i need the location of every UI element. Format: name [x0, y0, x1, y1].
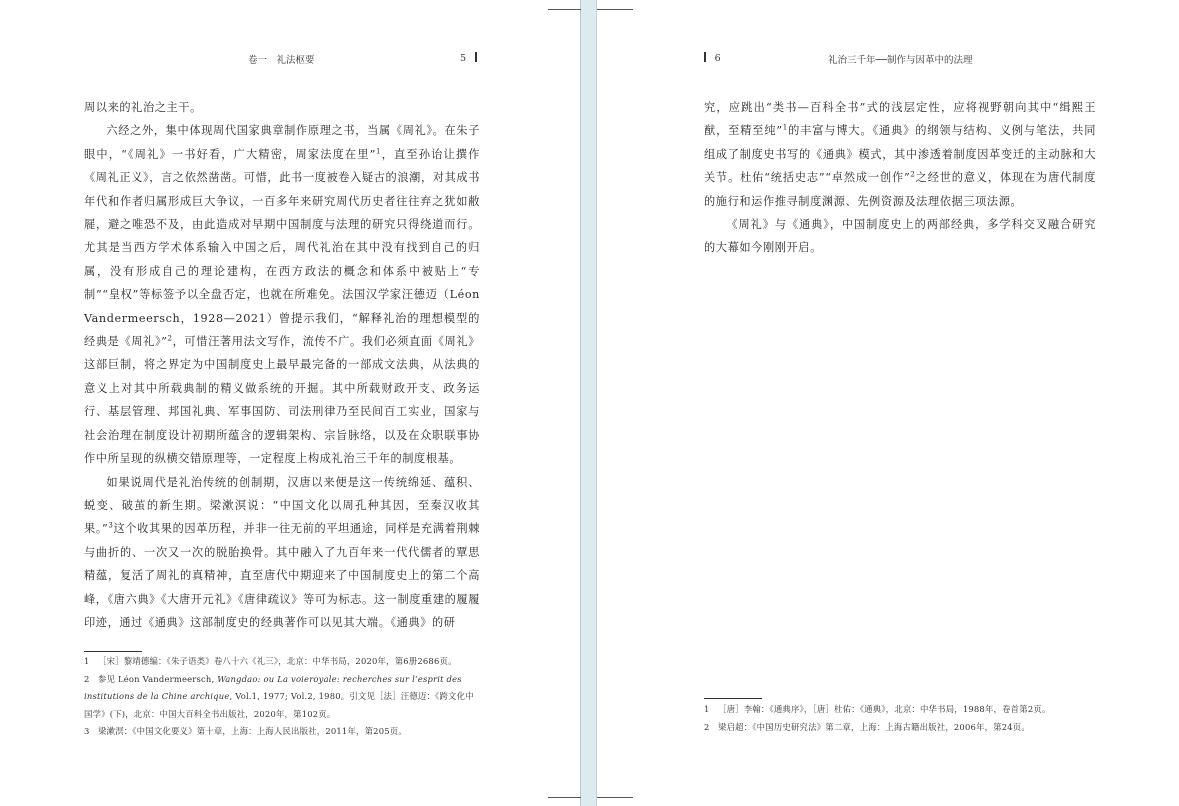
left-page-body	[84, 96, 480, 634]
crop-mark-top-right	[597, 9, 633, 10]
page-number-bar	[475, 52, 477, 62]
footnote-rule-right	[704, 698, 762, 699]
footnote-marker: 2	[910, 170, 916, 179]
footnote-number: 3	[84, 726, 90, 737]
spine-edge-right	[596, 0, 597, 806]
page-number-right	[704, 52, 721, 64]
crop-mark-bottom-left	[548, 797, 581, 798]
body-paragraph: 周以来的礼治之主干。	[84, 101, 202, 114]
book-spine-gutter	[581, 0, 596, 806]
body-paragraph: 《周礼》与《通典》，中国制度史上的两部经典，多学科交叉融合研究的大幕如今刚刚开启。	[704, 218, 1096, 255]
body-paragraph: 如果说周代是礼治传统的创制期，汉唐以来便是这一传统绵延、蕴积、蜕变、破茧的新生期。梁漱溟说：“中国文化以周孔种其因，至秦汉收其果。”$^3$这个收其果的因革历程，并非一往无前的平坦通途，同样是充满着荆棘与曲折的、一次又一次的脱胎换骨。其中融入了九百年来一代代儒者的覃思精蕴，复活了周礼的真精神，直至唐代中期迎来了中国制度史上的第二个高峰，《唐六典》《大唐开元礼》《唐律疏议》等可为标志。这一制度重建的履履印迹，通过《通典》这部制度史的经典著作可以见其大端。《通典》的研	[84, 475, 480, 629]
italic-title: Wangdao: ou La voieroyale: recherches sur l’esprit des institutions de la Chine archique	[84, 673, 462, 702]
footnote-marker: 3	[108, 521, 114, 530]
footnote: 1 ［唐］李翰：《通典序》，［唐］杜佑：《通典》，北京：中华书局，1988年，卷首第2页。	[704, 701, 1096, 719]
page-number-bar	[704, 52, 706, 62]
page-number-left	[460, 52, 477, 64]
footnote-rule-left	[84, 651, 142, 652]
footnote-number: 1	[704, 704, 710, 714]
spine-edge-left	[580, 0, 581, 806]
body-paragraph: 六经之外，集中体现周代国家典章制作原理之书，当属《周礼》。在朱子眼中，“《周礼》一书好看，广大精密，周家法度在里”$^1$，直至孙诒让撰作《周礼正义》，言之依然凿凿。可惜，此书一度被卷入疑古的浪潮，对其成书年代和作者归属形成巨大争议，一百多年来研究周代历史者往往弃之犹如敝屣，避之唯恐不及，由此造成对早期中国制度与法理的研究只得绕道而行。尤其是当西方学术体系输入中国之后，周代礼治在其中没有找到自己的归属，没有形成自己的理论建构，在西方政法的概念和体系中被贴上“专制”“皇权”等标签予以全盘否定，也就在所难免。法国汉学家汪德迈（Léon Vandermeersch，1928—2021）曾提示我们，“解释礼治的理想模型的经典是《周礼》”$^2$，可惜汪著用法文写作，流传不广。我们必须直面《周礼》这部巨制，将之界定为中国制度史上最早最完备的一部成文法典，从法典的意义上对其中所载典制的精义做系统的开掘。其中所载财政开支、政务运行、基层管理、邦国礼典、军事国防、司法刑律乃至民间百工实业，国家与社会治理在制度设计初期所蕴含的逻辑架构、宗旨脉络，以及在众职联事协作中所呈现的纵横交错原理等，一定程度上构成礼治三千年的制度根基。	[84, 124, 480, 466]
footnote-marker: 2	[167, 334, 173, 343]
page-number-value: 6	[714, 53, 721, 64]
right-page	[704, 0, 1096, 806]
footnote-marker: 1	[782, 123, 788, 132]
body-paragraph: 究，应跳出“类书—百科全书”式的浅层定性，应将视野朝向其中“缉熙王猷，至精至纯”$^1$的丰富与博大。《通典》的纲领与结构、义例与笔法，共同组成了制度史书写的《通典》模式，其中渗透着制度因革变迁的主动脉和大关节。杜佑“统括史志”“卓然成一创作”$^2$之经世的意义，体现在为唐代制度的施行和运作推寻制度渊源、先例资源及法理依据三项法源。	[704, 101, 1096, 208]
footnote-number: 2	[84, 673, 90, 684]
footnote: 3 梁漱溟：《中国文化要义》第十章，上海：上海人民出版社，2011年，第205页。	[84, 723, 480, 741]
footnotes-left	[84, 653, 480, 741]
page-number-value: 5	[460, 53, 467, 64]
footnote-number: 2	[704, 721, 710, 732]
footnote-marker: 1	[376, 147, 382, 156]
crop-mark-bottom-right	[597, 797, 633, 798]
footnote: 2 梁启超：《中国历史研究法》第二章，上海：上海古籍出版社，2006年，第24页。	[704, 719, 1096, 737]
left-page	[84, 0, 480, 806]
footnote: 1 ［宋］黎靖德编：《朱子语类》卷八十六《礼三》，北京：中华书局，2020年，第6册2686页。	[84, 653, 480, 671]
running-head-left: 卷一 礼法枢要	[248, 55, 315, 66]
footnotes-right	[704, 701, 1096, 736]
footnote: 2 参见 Léon Vandermeersch, Wangdao: ou La voieroyale: recherches sur l’esprit des institutions de la Chine archique, Vol.1, 1977; Vol.2, 1980。引文见［法］汪德迈：《跨文化中国学》(下)，北京：中国大百科全书出版社，2020年，第102页。	[84, 671, 480, 724]
crop-mark-top-left	[548, 9, 581, 10]
footnote-number: 1	[84, 656, 90, 666]
running-head-right: 礼治三千年──制作与因革中的法理	[828, 55, 973, 66]
right-page-body	[704, 96, 1096, 260]
